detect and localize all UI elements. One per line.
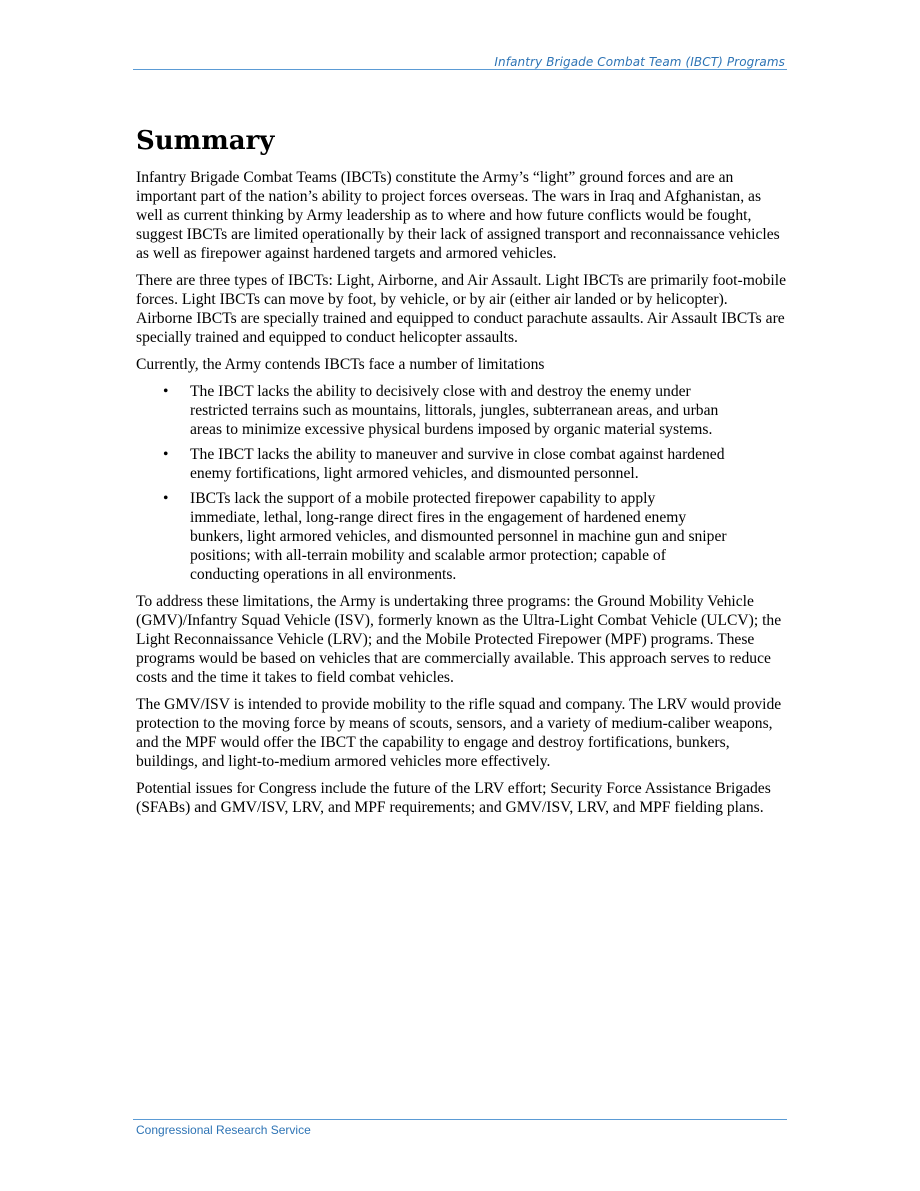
limitations-list-item-text: The IBCT lacks the ability to decisively close with and destroy the enemy under restricted terrains such as mountains, littorals, jungles, subterranean areas, and urban areas to minimize excessive physical burdens imposed by organic material systems. xyxy=(190,383,719,438)
running-footer xyxy=(133,1119,787,1137)
bullet-icon: • xyxy=(163,490,169,507)
footer-organization: Congressional Research Service xyxy=(136,1123,311,1137)
bullet-icon: • xyxy=(163,446,169,463)
limitations-list-item-text: IBCTs lack the support of a mobile protected firepower capability to apply immediate, lethal, long-range direct fires in the engagement of hardened enemy bunkers, light armored vehicles, and dismounted personnel in machine gun and sniper positions; with all-terrain mobility and scalable armor protection; capable of conducting operations in all environments. xyxy=(190,490,727,583)
limitations-list-item xyxy=(136,489,786,584)
running-header-title: Infantry Brigade Combat Team (IBCT) Programs xyxy=(494,55,785,69)
summary-paragraph-2: There are three types of IBCTs: Light, Airborne, and Air Assault. Light IBCTs are primarily foot-mobile forces. Light IBCTs can move by foot, by vehicle, or by air (either air landed or by helicopter). Airborne IBCTs are specially trained and equipped to conduct parachute assaults. Air Assault IBCTs are specially trained and equipped to conduct helicopter assaults. xyxy=(136,272,787,346)
limitations-list-item xyxy=(136,382,786,439)
running-header xyxy=(133,53,787,70)
summary-paragraph-6: Potential issues for Congress include the future of the LRV effort; Security Force Assistance Brigades (SFABs) and GMV/ISV, LRV, and MPF requirements; and GMV/ISV, LRV, and MPF fielding plans. xyxy=(136,780,771,816)
summary-paragraph-4: To address these limitations, the Army is undertaking three programs: the Ground Mobility Vehicle (GMV)/Infantry Squad Vehicle (ISV), formerly known as the Ultra-Light Combat Vehicle (ULCV); the Light Reconnaissance Vehicle (LRV); and the Mobile Protected Firepower (MPF) programs. These programs would be based on vehicles that are commercially available. This approach serves to reduce costs and the time it takes to field combat vehicles. xyxy=(136,593,782,686)
summary-paragraph-3: Currently, the Army contends IBCTs face a number of limitations xyxy=(136,356,545,373)
page-title: Summary xyxy=(136,126,275,156)
summary-paragraph-1: Infantry Brigade Combat Teams (IBCTs) constitute the Army’s “light” ground forces and are an important part of the nation’s ability to project forces overseas. The wars in Iraq and Afghanistan, as well as current thinking by Army leadership as to where and how future conflicts would be fought, suggest IBCTs are limited operationally by their lack of assigned transport and reconnaissance vehicles as well as firepower against hardened targets and armored vehicles. xyxy=(136,169,780,262)
limitations-list-item xyxy=(136,445,786,483)
bullet-icon: • xyxy=(163,383,169,400)
limitations-list xyxy=(136,382,786,584)
summary-paragraph-5: The GMV/ISV is intended to provide mobility to the rifle squad and company. The LRV would provide protection to the moving force by means of scouts, sensors, and a variety of medium-caliber weapons, and the MPF would offer the IBCT the capability to engage and destroy fortifications, bunkers, buildings, and light-to-medium armored vehicles more effectively. xyxy=(136,696,782,770)
limitations-list-item-text: The IBCT lacks the ability to maneuver and survive in close combat against hardened enemy fortifications, light armored vehicles, and dismounted personnel. xyxy=(190,446,725,482)
summary-section xyxy=(136,122,786,825)
